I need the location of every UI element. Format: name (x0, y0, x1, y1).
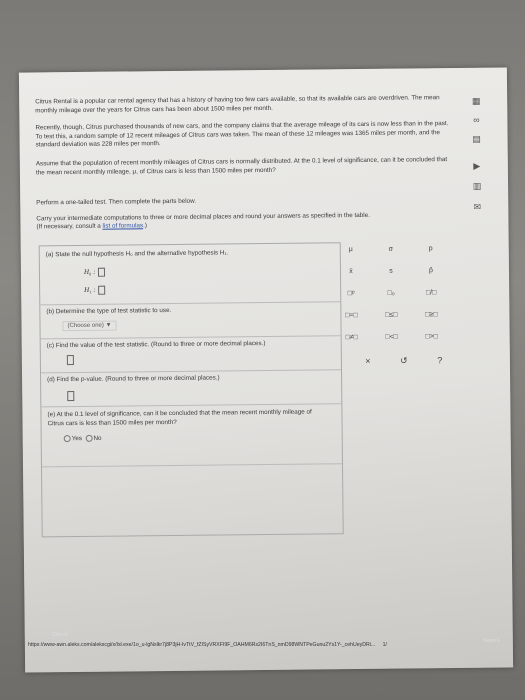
equals-button[interactable]: □=□ (345, 312, 358, 320)
xbar-button[interactable]: x̄ (349, 268, 353, 276)
instruction-test: Perform a one-tailed test. Then complete the parts below. (36, 197, 197, 207)
mu-button[interactable]: μ (348, 246, 353, 254)
yes-label: Yes (71, 435, 83, 443)
less-than-button[interactable]: □<□ (385, 333, 398, 341)
no-label: No (93, 434, 102, 442)
part-c-label: (c) Find the value of the test statistic. (Round to three or more decimal places.) (46, 340, 266, 350)
book-icon[interactable]: ▤ (472, 133, 481, 144)
yes-no-choices (64, 435, 102, 444)
part-b-label: (b) Determine the type of test statistic to use. (46, 306, 172, 316)
formula-suffix: .) (143, 222, 148, 230)
instruction-rounding: Carry your intermediate computations to three or more decimal places and round your answers as specified in the table. (36, 211, 370, 223)
subscript-button[interactable]: □₀ (387, 289, 395, 297)
part-a-label: (a) State the null hypothesis H₀ and the alternative hypothesis H₁. (45, 249, 229, 259)
chevron-down-icon: ▼ (105, 322, 112, 329)
worksheet-page (19, 67, 513, 672)
problem-question: Assume that the population of recent monthly mileages of Citrus cars is normally distributed. At the 0.1 level of significance, can it be concluded that the mean recent monthly mileage, μ, of Citrus cars is less than 1500 miles per month? (35, 156, 448, 176)
save-button[interactable]: Save F (483, 638, 501, 644)
part-d-label: (d) Find the p-value. (Round to three or more decimal places.) (47, 374, 220, 384)
phat-button[interactable]: p̂ (428, 267, 433, 275)
h0-label: H₀ : (83, 267, 96, 277)
test-statistic-input[interactable] (67, 355, 74, 365)
check-button[interactable]: Check (52, 632, 68, 638)
problem-sample: Recently, though, Citrus purchased thousands of new cars, and the company claims that the average mileage of its cars is now less than in the past. To test this, a random sample of 12 recent mileages of Citrus cars was taken. The mean of these 12 mileages was 1365 miles per month, and the standard deviation was 228 miles per month. (35, 120, 449, 149)
math-palette (339, 241, 452, 370)
notes-icon[interactable]: ▥ (472, 180, 482, 191)
greater-than-button[interactable]: □>□ (425, 333, 438, 341)
undo-icon[interactable]: ↺ (400, 355, 408, 366)
test-statistic-select[interactable] (62, 321, 116, 332)
h0-input[interactable] (97, 268, 104, 277)
p-button[interactable]: p (428, 245, 433, 253)
h1-label: H₁ : (84, 285, 96, 295)
part-e-row (41, 403, 341, 443)
fraction-button[interactable]: □/□ (425, 289, 437, 297)
part-b-row (40, 301, 340, 330)
superscript-button[interactable]: □ᵖ (347, 290, 355, 298)
alt-hypothesis (84, 286, 105, 295)
null-hypothesis (84, 268, 105, 277)
sigma-button[interactable]: σ (388, 245, 393, 253)
not-equal-button[interactable]: □≠□ (345, 334, 358, 342)
part-c-row (41, 335, 341, 350)
formula-prefix: (If necessary, consult a (36, 222, 101, 231)
p-value-input[interactable] (67, 391, 74, 401)
less-equal-button[interactable]: □≤□ (385, 311, 398, 319)
problem-intro: Citrus Rental is a popular car rental agency that has a history of having too few cars available, so that its available cars are overdriven. The mean monthly mileage over the years for Citrus cars has been about 1500 miles per month. (35, 94, 440, 114)
s-button[interactable]: s (389, 267, 393, 275)
blank-row (42, 463, 343, 537)
mail-icon[interactable]: ✉ (473, 201, 482, 212)
url-bar (28, 642, 387, 648)
page-indicator: 1/ (382, 642, 387, 648)
video-icon[interactable]: ▶ (473, 160, 481, 171)
url-text: https://www-awn.aleks.com/alekscgi/x/Isl.exe/1o_u-lgNslkr7j8P3jH-IvTtV_fZISyVRXFI9F_OAHM6Rx2I6TnS_nmD98WNTPeGunu2Ys1Y-_cehUeyDRi... (28, 642, 376, 648)
no-radio[interactable] (85, 435, 92, 442)
calculator-icon[interactable]: ▦ (471, 95, 481, 106)
part-e-label: (e) At the 0.1 level of significance, can it be concluded that the mean recent monthly mileage of Citrus cars is less than 1500 miles per month? (47, 408, 312, 427)
clear-button[interactable]: × (365, 355, 371, 366)
select-value: (Choose one) (67, 322, 104, 330)
h1-input[interactable] (98, 286, 105, 295)
part-d-row (41, 369, 341, 384)
answer-panel (39, 242, 344, 537)
yes-radio[interactable] (64, 435, 71, 442)
greater-equal-button[interactable]: □≥□ (425, 311, 438, 319)
infinity-icon[interactable]: ∞ (473, 114, 480, 125)
formula-link[interactable]: list of formulas (102, 222, 144, 230)
help-button[interactable]: ? (437, 355, 443, 366)
